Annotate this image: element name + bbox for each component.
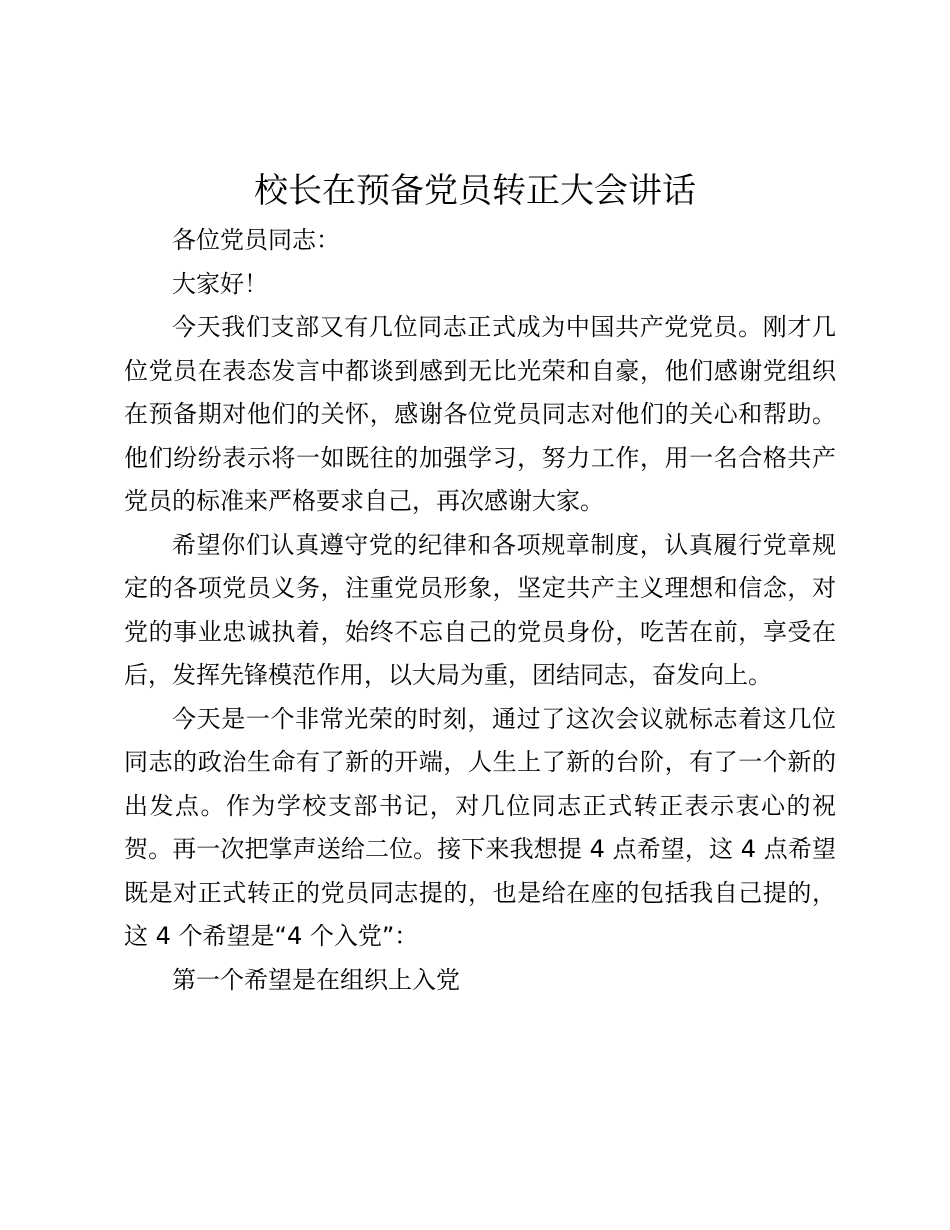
section-heading: 第一个希望是在组织上入党 [172,965,460,994]
document-body [124,219,836,1002]
paragraph: 希望你们认真遵守党的纪律和各项规章制度，认真履行党章规定的各项党员义务，注重党员形象，坚定共产主义理想和信念，对党的事业忠诚执着，始终不忘自己的党员身份，吃苦在前，享受在后，发挥先锋模范作用，以大局为重，团结同志，奋发向上。 [124,530,836,689]
paragraph: 今天我们支部又有几位同志正式成为中国共产党党员。刚才几位党员在表态发言中都谈到感到无比光荣和自豪，他们感谢党组织在预备期对他们的关怀，感谢各位党员同志对他们的关心和帮助。他们纷纷表示将一如既往的加强学习，努力工作，用一名合格共产党员的标准来严格要求自己，再次感谢大家。 [124,313,836,515]
paragraph: 今天是一个非常光荣的时刻，通过了这次会议就标志着这几位同志的政治生命有了新的开端，人生上了新的台阶，有了一个新的出发点。作为学校支部书记，对几位同志正式转正表示衷心的祝贺。再一次把掌声送给二位。接下来我想提 4 点希望，这 4 点希望既是对正式转正的党员同志提的，也是给在座的包括我自己提的，这 4 个希望是“4 个入党”： [124,704,836,950]
document-title: 校长在预备党员转正大会讲话 [254,171,696,211]
greeting: 大家好！ [172,269,268,298]
salutation: 各位党员同志： [172,226,340,254]
